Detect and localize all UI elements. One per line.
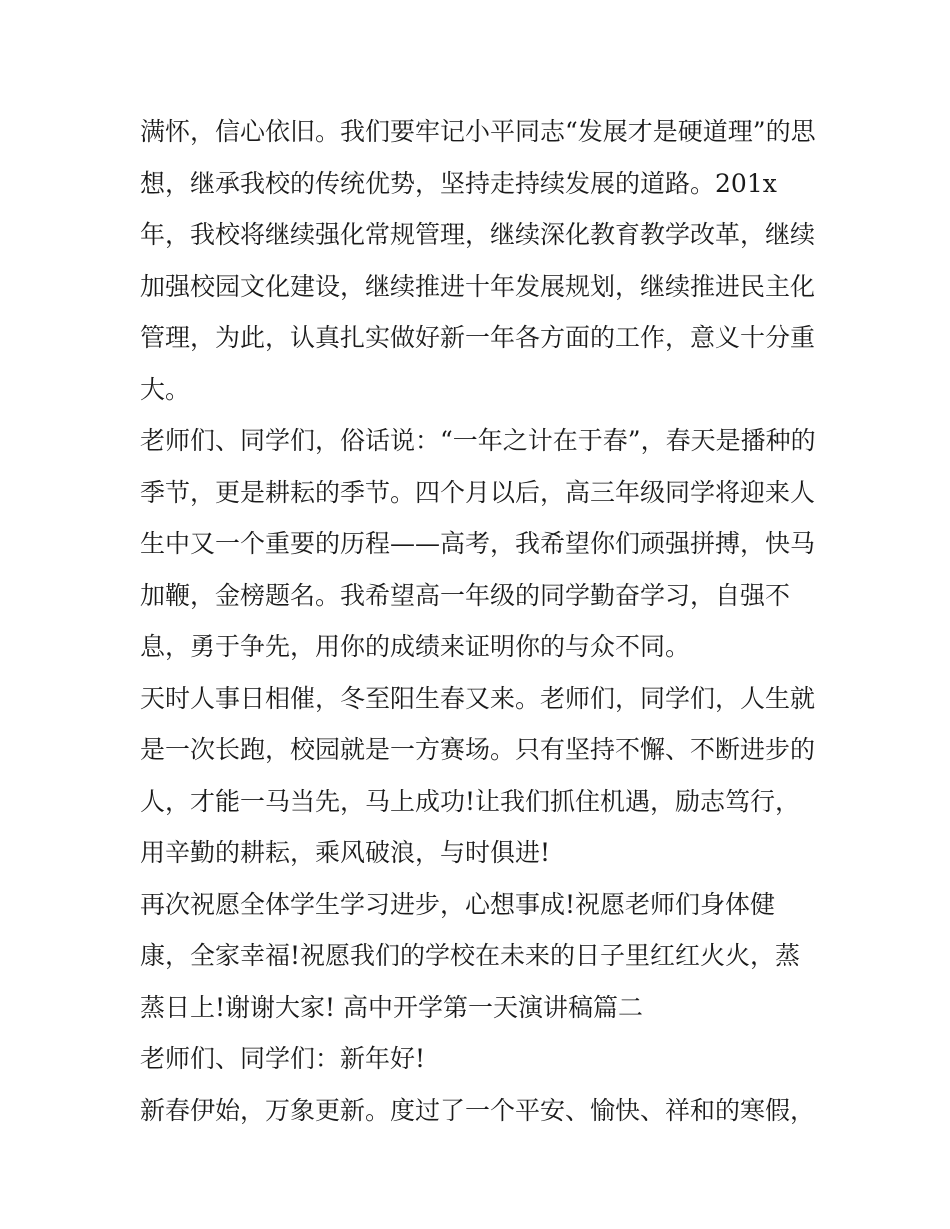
text-line: 年，我校将继续强化常规管理，继续深化教育教学改革，继续 xyxy=(140,220,816,249)
text-line: 人，才能一马当先，马上成功!让我们抓住机遇，励志笃行， xyxy=(140,786,801,816)
text-line: 康，全家幸福!祝愿我们的学校在未来的日子里红红火火，蒸 xyxy=(140,941,801,970)
text-line: 生中又一个重要的历程——高考，我希望你们顽强拼搏，快马 xyxy=(140,529,816,558)
text-line: 老师们、同学们，俗话说：“一年之计在于春”，春天是播种的 xyxy=(140,426,816,455)
text-line: 加鞭，金榜题名。我希望高一年级的同学勤奋学习，自强不 xyxy=(140,580,791,610)
text-line: 老师们、同学们：新年好! xyxy=(140,1044,426,1073)
text-line: 新春伊始，万象更新。度过了一个平安、愉快、祥和的寒假， xyxy=(140,1095,816,1125)
text-line: 用辛勤的耕耘，乘风破浪，与时俱进! xyxy=(140,838,551,867)
text-line: 息，勇于争先，用你的成绩来证明你的与众不同。 xyxy=(140,632,691,661)
text-line: 再次祝愿全体学生学习进步，心想事成!祝愿老师们身体健 xyxy=(140,889,776,919)
text-line: 管理，为此，认真扎实做好新一年各方面的工作，意义十分重 xyxy=(140,323,816,352)
text-line: 蒸日上!谢谢大家! 高中开学第一天演讲稿篇二 xyxy=(140,992,644,1022)
text-line: 天时人事日相催，冬至阳生春又来。老师们，同学们，人生就 xyxy=(140,683,816,713)
document-body xyxy=(140,106,820,1136)
text-line: 大。 xyxy=(140,374,191,404)
text-line: 季节，更是耕耘的季节。四个月以后，高三年级同学将迎来人 xyxy=(140,477,816,507)
text-line: 是一次长跑，校园就是一方赛场。只有坚持不懈、不断进步的 xyxy=(140,735,816,764)
text-line: 想，继承我校的传统优势，坚持走持续发展的道路。201x xyxy=(140,168,777,198)
text-line: 加强校园文化建设，继续推进十年发展规划，继续推进民主化 xyxy=(140,271,816,301)
text-line: 满怀，信心依旧。我们要牢记小平同志“发展才是硬道理”的思 xyxy=(140,117,816,146)
